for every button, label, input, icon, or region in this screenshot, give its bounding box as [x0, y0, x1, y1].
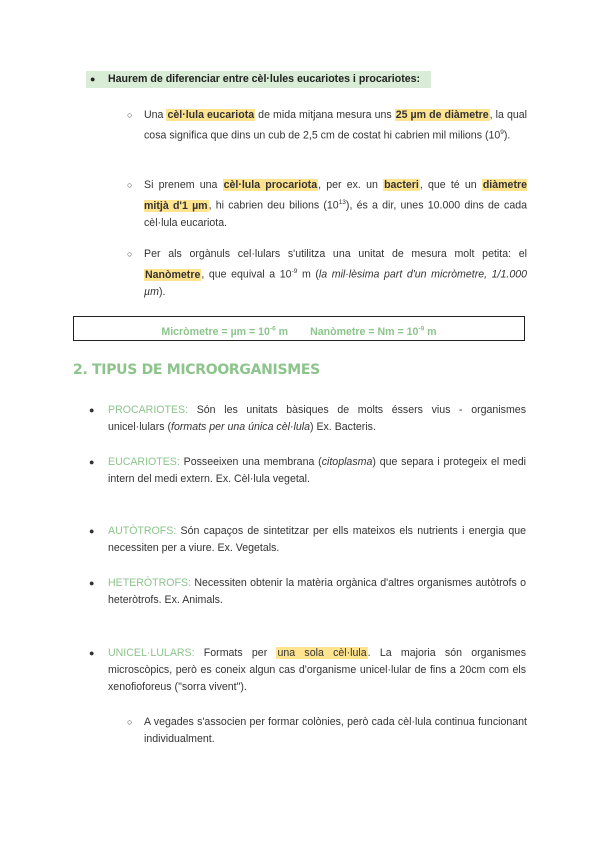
- list-item-text: AUTÒTROFS: Són capaços de sintetitzar per ells mateixos els nutrients i energia que necessiten per a viure. Ex. Vegetals.: [108, 525, 526, 554]
- bullet-dot-icon: ●: [89, 457, 95, 467]
- sub-item-nanometre: [127, 246, 527, 301]
- bullet-dot-icon: ●: [89, 526, 95, 536]
- units-box: [73, 316, 525, 341]
- micrometre-formula: Micròmetre = $\mu m = 10^{-6}$ m: [161, 325, 289, 338]
- circle-bullet-icon: ○: [127, 180, 133, 190]
- bullet-dot-icon: ●: [90, 74, 96, 84]
- sub-item-colonies: [127, 714, 527, 748]
- circle-bullet-icon: ○: [127, 717, 133, 727]
- circle-bullet-icon: ○: [127, 110, 133, 120]
- sub-item-eucariota: [127, 107, 527, 145]
- sub-item-procariota: [127, 177, 527, 232]
- nanometre-formula: Nanòmetre = $Nm = 10^{-9}$ m: [310, 325, 437, 338]
- bullet-dot-icon: ●: [89, 405, 95, 415]
- sub-item-text: Si prenem una cèl·lula procariota, per ex. un bacteri, que té un diàmetre mitjà d'1 µm, hi cabrien deu bilions $(10^{13})$, és a dir, unes 10.000 dins de cada cèl·lula eucariota.: [144, 179, 527, 229]
- circle-bullet-icon: ○: [127, 249, 133, 259]
- list-item-text: UNICEL·LULARS: Formats per una sola cèl·lula. La majoria són organismes microscòpics, però es coneix algun cas d'organisme unicel·lular de fins a 20cm com els xenofioforeus ("sorra vivent").: [108, 647, 526, 693]
- list-item-procariotes: [86, 402, 526, 436]
- list-item-unicel: [86, 645, 526, 696]
- list-item-text: PROCARIOTES: Són les unitats bàsiques de molts éssers vius - organismes unicel·lulars (formats per una única cèl·lula) Ex. Bacteris.: [108, 404, 526, 433]
- list-item-autotrofs: [86, 523, 526, 557]
- list-item-eucariotes: [86, 454, 526, 488]
- bullet-dot-icon: ●: [89, 648, 95, 658]
- sub-item-text: Una cèl·lula eucariota de mida mitjana mesura uns 25 µm de diàmetre, la qual cosa significa que dins un cub de 2,5 cm de costat hi cabrien mil milions $(10^9)$.: [144, 109, 527, 142]
- sub-item-text: Per als orgànuls cel·lulars s'utilitza una unitat de mesura molt petita: el Nanòmetre, que equival a $10^{-9}$ m (la mil·lèsima part d'un micròmetre, 1/1.000 µm).: [144, 248, 527, 298]
- list-item-text: EUCARIOTES: Posseeixen una membrana (citoplasma) que separa i protegeix el medi intern del medi extern. Ex. Cèl·lula vegetal.: [108, 456, 526, 485]
- bullet-dot-icon: ●: [89, 578, 95, 588]
- intro-bullet: [86, 71, 431, 88]
- sub-item-text: A vegades s'associen per formar colònies, però cada cèl·lula continua funcionant individualment.: [144, 716, 527, 745]
- section-title: 2. TIPUS DE MICROORGANISMES: [73, 362, 320, 378]
- intro-heading: Haurem de diferenciar entre cèl·lules eucariotes i procariotes:: [108, 73, 421, 85]
- list-item-text: HETERÒTROFS: Necessiten obtenir la matèria orgànica d'altres organismes autòtrofs o heteròtrofs. Ex. Animals.: [108, 577, 526, 606]
- list-item-heterotrofs: [86, 575, 526, 609]
